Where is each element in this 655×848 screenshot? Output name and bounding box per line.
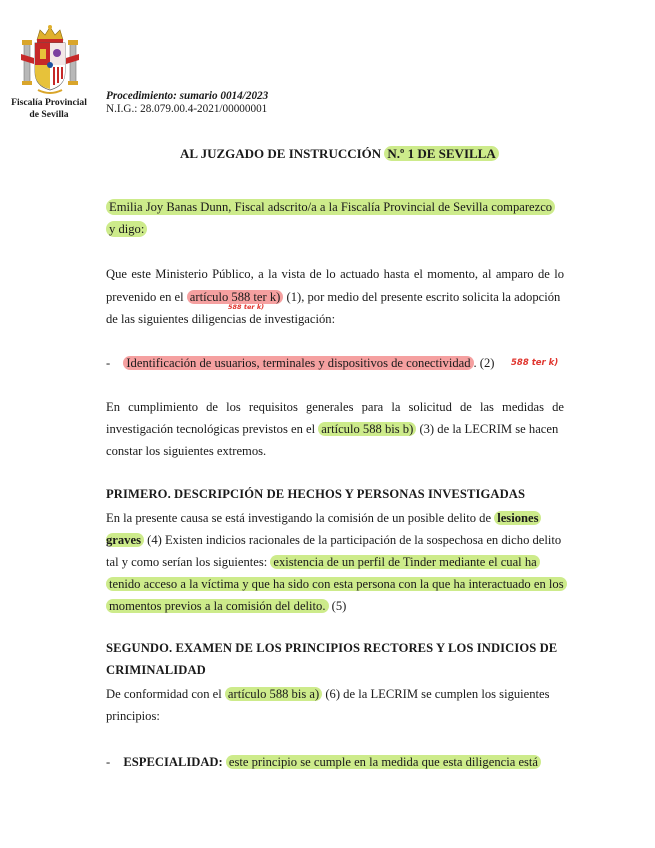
court-heading: [180, 146, 499, 162]
coat-of-arms-logo: [20, 24, 80, 96]
item2-highlight: este principio se cumple en la medida que esta diligencia está: [226, 755, 541, 769]
sec1-line-5: [106, 597, 346, 615]
p2-line-2: [106, 420, 558, 438]
sec1-line-5-post: (5): [328, 599, 347, 613]
p1-handwritten-note: 588 ter k): [228, 303, 265, 311]
sec1-crime-highlight-2: graves: [106, 533, 144, 547]
office-name-line1: Fiscalía Provincial: [11, 97, 87, 108]
item2-label: ESPECIALIDAD:: [123, 755, 223, 769]
sec1-line-1: [106, 509, 541, 527]
p1-line-1: Que este Ministerio Público, a la vista de lo actuado hasta el momento, al amparo de lo: [106, 267, 564, 281]
sec2-line-1-post: (6) de la LECRIM se cumplen los siguientes: [322, 687, 550, 701]
sec2-article-highlight: artículo 588 bis a): [225, 687, 322, 701]
sec1-line-3-pre: tal y como serían los siguientes:: [106, 555, 271, 569]
item1-dash: -: [106, 356, 111, 370]
p1-article-highlight: artículo 588 ter k): [187, 290, 284, 304]
item2-dash: -: [106, 755, 111, 769]
item1: [106, 354, 494, 372]
p1-line-2: [106, 288, 560, 306]
p1-line-2-post: (1), por medio del presente escrito solicita la adopción: [283, 290, 561, 304]
sec1-line-3: [106, 553, 540, 571]
court-heading-text: AL JUZGADO DE INSTRUCCIÓN: [180, 146, 385, 161]
section-segundo-title-2: CRIMINALIDAD: [106, 663, 206, 677]
intro-highlight-2: y digo:: [106, 221, 147, 237]
sec1-evidence-highlight-2: tenido acceso a la víctima y que ha sido con esta persona con la que ha interactuado en los: [106, 577, 567, 591]
intro-line-1: [106, 198, 555, 216]
office-name: [10, 97, 88, 121]
sec1-line-2: [106, 531, 561, 549]
court-heading-highlight: N.º 1 DE SEVILLA: [384, 146, 498, 161]
sec2-line-1-pre: De conformidad con el: [106, 687, 225, 701]
p2-line-1: En cumplimiento de los requisitos generales para la solicitud de las medidas de: [106, 400, 564, 414]
p2-line-3: constar los siguientes extremos.: [106, 444, 267, 458]
item1-highlight: Identificación de usuarios, terminales y dispositivos de conectividad: [123, 356, 473, 370]
p1-line-2-pre: prevenido en el: [106, 290, 187, 304]
p2-line-2-pre: investigación tecnológicas previstos en el: [106, 422, 319, 436]
sec1-line-4: [106, 575, 567, 593]
sec2-line-1: [106, 685, 550, 703]
sec1-evidence-highlight-1: existencia de un perfil de Tinder mediante el cual ha: [270, 555, 539, 569]
p2-article-highlight: artículo 588 bis b): [318, 422, 416, 436]
item2: [106, 753, 541, 771]
p1-line-3: de las siguientes diligencias de investigación:: [106, 312, 336, 326]
procedure-label: Procedimiento: sumario 0014/2023: [106, 90, 269, 102]
sec1-line-2-post: (4) Existen indicios racionales de la participación de la sospechosa en dicho delito: [143, 533, 562, 547]
nig-number: N.I.G.: 28.079.00.4-2021/00000001: [106, 103, 268, 115]
sec1-line-1-pre: En la presente causa se está investigando la comisión de un posible delito de: [106, 511, 495, 525]
item1-handwritten-note: 588 ter k): [511, 358, 559, 368]
office-name-line2: de Sevilla: [29, 109, 69, 120]
intro-line-2: [106, 220, 147, 238]
sec1-evidence-highlight-3: momentos previos a la comisión del delito.: [106, 599, 329, 613]
section-segundo-title-1: SEGUNDO. EXAMEN DE LOS PRINCIPIOS RECTORES Y LOS INDICIOS DE: [106, 641, 558, 655]
section-primero-title: PRIMERO. DESCRIPCIÓN DE HECHOS Y PERSONAS INVESTIGADAS: [106, 487, 526, 501]
p2-line-2-post: (3) de la LECRIM se hacen: [416, 422, 559, 436]
sec2-line-2: principios:: [106, 709, 160, 723]
sec1-crime-highlight-1: lesiones: [494, 511, 541, 525]
item1-post: . (2): [473, 356, 495, 370]
intro-highlight-1: Emilia Joy Banas Dunn, Fiscal adscrito/a a la Fiscalía Provincial de Sevilla comparezco: [106, 199, 555, 215]
